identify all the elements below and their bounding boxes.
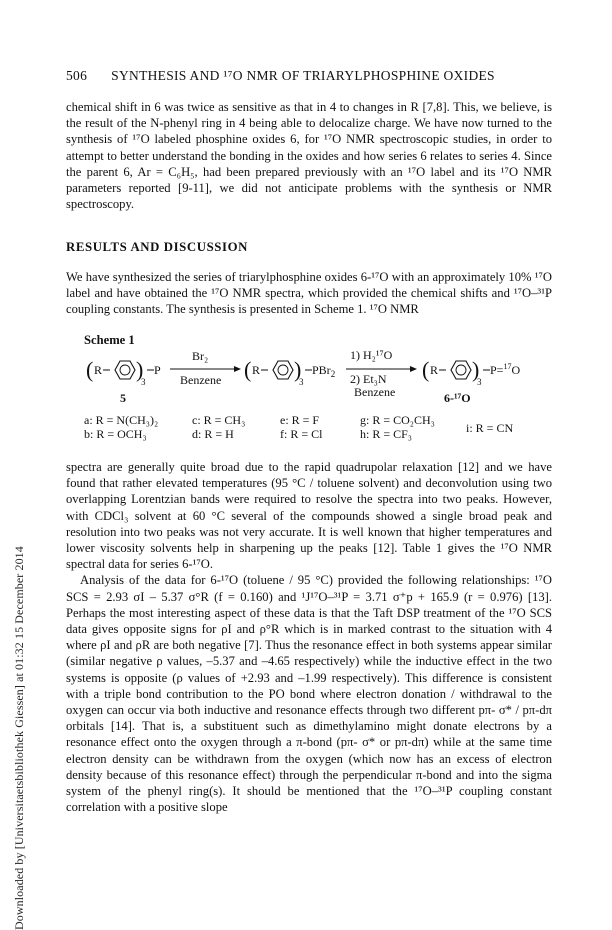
product-number: 6-¹⁷O xyxy=(444,391,471,405)
substituent-b: b: R = OCH₃ xyxy=(84,427,147,441)
arrow-head-icon xyxy=(234,366,241,372)
svg-text:): ) xyxy=(136,357,144,382)
substituent-f: f: R = Cl xyxy=(280,427,323,441)
svg-text:): ) xyxy=(294,357,302,382)
download-watermark: Downloaded by [Universitaetsbibliothek Giessen] at 01:32 15 December 2014 xyxy=(12,546,26,930)
substituent-i: i: R = CN xyxy=(466,421,514,435)
svg-text:3: 3 xyxy=(141,377,146,387)
arrow-head-icon xyxy=(410,366,417,372)
benzene-ring-icon xyxy=(273,361,293,379)
svg-text:): ) xyxy=(472,357,480,382)
step2-reagent-b: 2) Et₃N xyxy=(350,372,387,386)
svg-text:(: ( xyxy=(422,357,430,382)
step1-solvent: Benzene xyxy=(180,373,222,387)
reactant-p: P xyxy=(154,363,161,377)
svg-text:R: R xyxy=(252,363,261,377)
results-paragraph-2: spectra are generally quite broad due to the rapid quadrupolar relaxation [12] and we have found that rather elevated temperatures (95 °C / toluene solvent) and deconvolution using two overlapping Lorentzian bands were required to resolve the spectra into two peaks. However, with CDCl₃ solvent at 60 °C several of the compounds showed a single broad peak and resolution into two peaks was not very accurate. It is well known that higher temperatures and lower viscosity solvents help in sharpening up the peaks [12]. Table 1 gives the ¹⁷O NMR spectral data for series 6-¹⁷O. xyxy=(66,460,552,572)
results-block xyxy=(66,269,552,318)
step2-reagent-a: 1) H₂¹⁷O xyxy=(350,348,393,362)
intro-paragraph: chemical shift in 6 was twice as sensitive as that in 4 to changes in R [7,8]. This, we believe, is the result of the N-phenyl ring in 4 being able to delocalize charge. We have now turned to the synthesis of ¹⁷O labeled phosphine oxides 6, for ¹⁷O NMR spectroscopic studies, in order to attempt to better understand the bonding in the oxides and how series 6 relates to series 4. Since the parent 6, Ar = C₆H₅, had been prepared previously with an ¹⁷O label and its ¹⁷O NMR parameters reported [9-11], we did not anticipate problems with the synthesis or NMR spectroscopy. xyxy=(66,100,552,212)
svg-text:R: R xyxy=(430,363,439,377)
results-paragraph-3: Analysis of the data for 6-¹⁷O (toluene / 95 °C) provided the following relationships: ¹⁷O SCS = 2.93 σI – 5.37 σ°R (f = 0.160) and ¹J¹⁷O–³¹P = 3.71 σ⁺p + 165.9 (r = 0.976) [13]. Perhaps the most interesting aspect of these data is that the Taft DSP treatment of the ¹⁷O SCS data gives opposite signs for ρI and ρ°R which is in marked contrast to the situation with 4 where ρI and ρR are both negative [7]. Thus the resonance effect in both systems appear similar (similar negative ρ values, –5.37 and –4.65 respectively) while the inductive effect in the two systems is opposite (ρ values of +2.93 and –1.99 respectively). This difference is consistent with a triple bond contribution to the PO bond where electron donation / withdrawal to the oxygen can occur via both inductive and resonance effects through two different pπ- σ* / pπ-dπ orbitals [14]. That is, a substituent such as dimethylamino might donate electrons by a resonance effect onto the oxygen through a π-bond (pπ- σ* or pπ-dπ) while at the same time electron density can be withdrawn from the oxygen (which now has an excess of electron density because of this resonance effect) through the perpendicular π-bond and into the sigma system of the phenyl ring(s). It should be mentioned that the ¹⁷O–³¹P coupling constant correlation with a positive slope xyxy=(66,573,552,815)
substituent-d: d: R = H xyxy=(192,427,234,441)
discussion-block xyxy=(66,459,552,815)
running-title: SYNTHESIS AND ¹⁷O NMR OF TRIARYLPHOSPHINE OXIDES xyxy=(111,68,495,83)
running-header xyxy=(66,68,546,84)
results-paragraph-1: We have synthesized the series of triarylphosphine oxides 6-¹⁷O with an approximately 10% ¹⁷O label and have obtained the ¹⁷O NMR spectra, which provided the chemical shifts and ¹⁷O–³¹P coupling constants. The synthesis is presented in Scheme 1. ¹⁷O NMR xyxy=(66,270,552,317)
benzene-ring-icon xyxy=(451,361,471,379)
substituent-h: h: R = CF₃ xyxy=(360,427,412,441)
section-heading: RESULTS AND DISCUSSION xyxy=(66,240,248,254)
step1-reagent: Br₂ xyxy=(192,349,209,363)
reactant-number: 5 xyxy=(120,391,126,405)
product-p-o: P=$^{17}$O xyxy=(490,362,521,377)
scheme-1 xyxy=(84,333,554,448)
reactant-open-paren: ( xyxy=(86,357,94,382)
svg-text:3: 3 xyxy=(299,377,304,387)
benzene-ring-icon xyxy=(115,361,135,379)
reactant-r: R xyxy=(94,363,103,377)
intermediate-pbr2: PBr$_2$ xyxy=(312,363,336,379)
reaction-scheme-drawing xyxy=(84,347,554,411)
svg-text:3: 3 xyxy=(477,377,482,387)
substituent-e: e: R = F xyxy=(280,413,320,427)
intro-block xyxy=(66,99,552,212)
page-number: 506 xyxy=(66,68,88,83)
substituent-a: a: R = N(CH₃)₂ xyxy=(84,413,159,427)
substituent-c: c: R = CH₃ xyxy=(192,413,246,427)
scheme-label: Scheme 1 xyxy=(84,333,135,347)
svg-text:(: ( xyxy=(244,357,252,382)
substituent-g: g: R = CO₂CH₃ xyxy=(360,413,435,427)
step2-solvent: Benzene xyxy=(354,385,396,399)
